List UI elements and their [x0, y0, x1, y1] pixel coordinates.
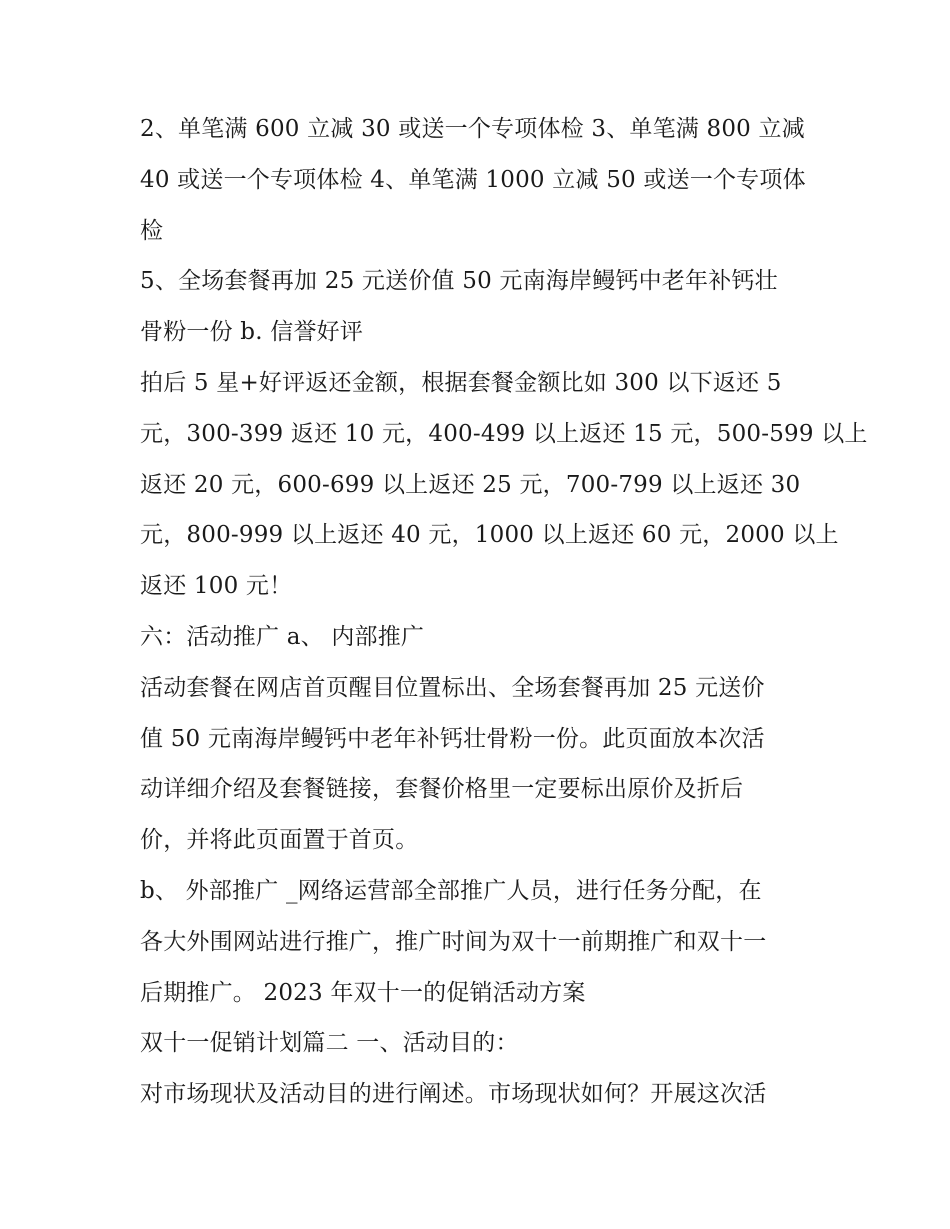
section-heading: 六：活动推广 a、 内部推广 [140, 623, 425, 650]
text-line: 动详细介绍及套餐链接，套餐价格里一定要标出原价及折后 [140, 776, 744, 803]
text-line: 活动套餐在网店首页醒目位置标出、全场套餐再加 25 元送价 [140, 674, 765, 701]
text-line: 后期推广。 2023 年双十一的促销活动方案 [140, 979, 586, 1006]
text-line: 价，并将此页面置于首页。 [140, 827, 419, 854]
section-heading: 双十一促销计划篇二 一、活动目的： [140, 1030, 519, 1057]
text-line: 5、全场套餐再加 25 元送价值 50 元南海岸鳗钙中老年补钙壮 [140, 268, 778, 295]
text-line: 骨粉一份 b. 信誉好评 [140, 319, 364, 346]
text-line: 2、单笔满 600 立减 30 或送一个专项体检 3、单笔满 800 立减 [140, 116, 805, 142]
text-line: 各大外围网站进行推广，推广时间为双十一前期推广和双十一 [140, 928, 767, 955]
text-line: 元，300-399 返还 10 元，400-499 以上返还 15 元，500-599 以上 [140, 420, 868, 447]
text-line: 返还 20 元，600-699 以上返还 25 元，700-799 以上返还 30 [140, 471, 801, 498]
text-line: 值 50 元南海岸鳗钙中老年补钙壮骨粉一份。此页面放本次活 [140, 725, 765, 752]
text-line: 元，800-999 以上返还 40 元，1000 以上返还 60 元，2000 以上 [140, 522, 839, 549]
text-line: b、 外部推广 _网络运营部全部推广人员，进行任务分配，在 [140, 877, 762, 904]
text-line: 40 或送一个专项体检 4、单笔满 1000 立减 50 或送一个专项体 [140, 166, 806, 193]
text-line: 检 [140, 217, 164, 244]
document-page [140, 104, 868, 1120]
text-line: 对市场现状及活动目的进行阐述。市场现状如何？开展这次活 [140, 1081, 767, 1108]
text-line: 返还 100 元！ [140, 573, 293, 600]
text-line: 拍后 5 星+好评返还金额，根据套餐金额比如 300 以下返还 5 [140, 369, 782, 396]
